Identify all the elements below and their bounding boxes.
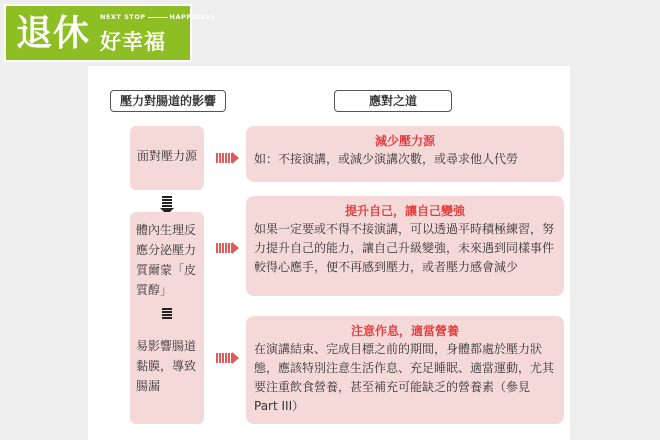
- left-step-leaky-gut: 易影響腸道黏膜，導致腸漏: [130, 320, 204, 424]
- logo-tag-right: HAPPINESS: [169, 13, 216, 21]
- left-step-stressor: 面對壓力源: [130, 126, 204, 190]
- response-text: 如果一定要或不得不接演講，可以透過平時積極練習，努力提升自己的能力，讓自己升級變強，未來遇到同樣事件較得心應手，便不再感到壓力，或者壓力感會減少: [254, 222, 555, 274]
- stress-diagram: [88, 66, 570, 440]
- right-column-header: 應對之道: [334, 90, 452, 112]
- right-arrow-icon: [216, 152, 239, 164]
- response-reduce-stressor: [246, 126, 564, 182]
- left-step-cortisol: 體內生理反應分泌壓力質爾蒙「皮質醇」: [130, 212, 204, 342]
- logo-tag-left: NEXT STOP: [100, 13, 146, 21]
- logo-main-text: 退休: [16, 13, 91, 54]
- logo-sub-text: 好幸福: [100, 30, 166, 54]
- left-column-header: 壓力對腸道的影響: [110, 90, 226, 112]
- response-title: 減少壓力源: [374, 134, 435, 148]
- site-logo[interactable]: [4, 4, 216, 62]
- response-improve-self: [246, 196, 564, 296]
- right-arrow-icon: [216, 352, 239, 364]
- response-rest-nutrition: [246, 316, 564, 424]
- response-title: 注意作息，適當營養: [350, 324, 459, 338]
- response-text: 如：不接演講，或減少演講次數，或尋求他人代勞: [254, 152, 519, 166]
- logo-tag-line: [148, 17, 168, 18]
- response-text: 在演講結束、完成目標之前的期間，身體都處於壓力狀態，應該特別注意生活作息、充足睡眠、適當運動，尤其要注重飲食營養，甚至補充可能缺乏的營養素（參見 Part III）: [254, 342, 555, 413]
- logo-tagline: [100, 13, 215, 21]
- right-arrow-icon: [216, 242, 239, 254]
- response-title: 提升自己，讓自己變強: [344, 204, 465, 218]
